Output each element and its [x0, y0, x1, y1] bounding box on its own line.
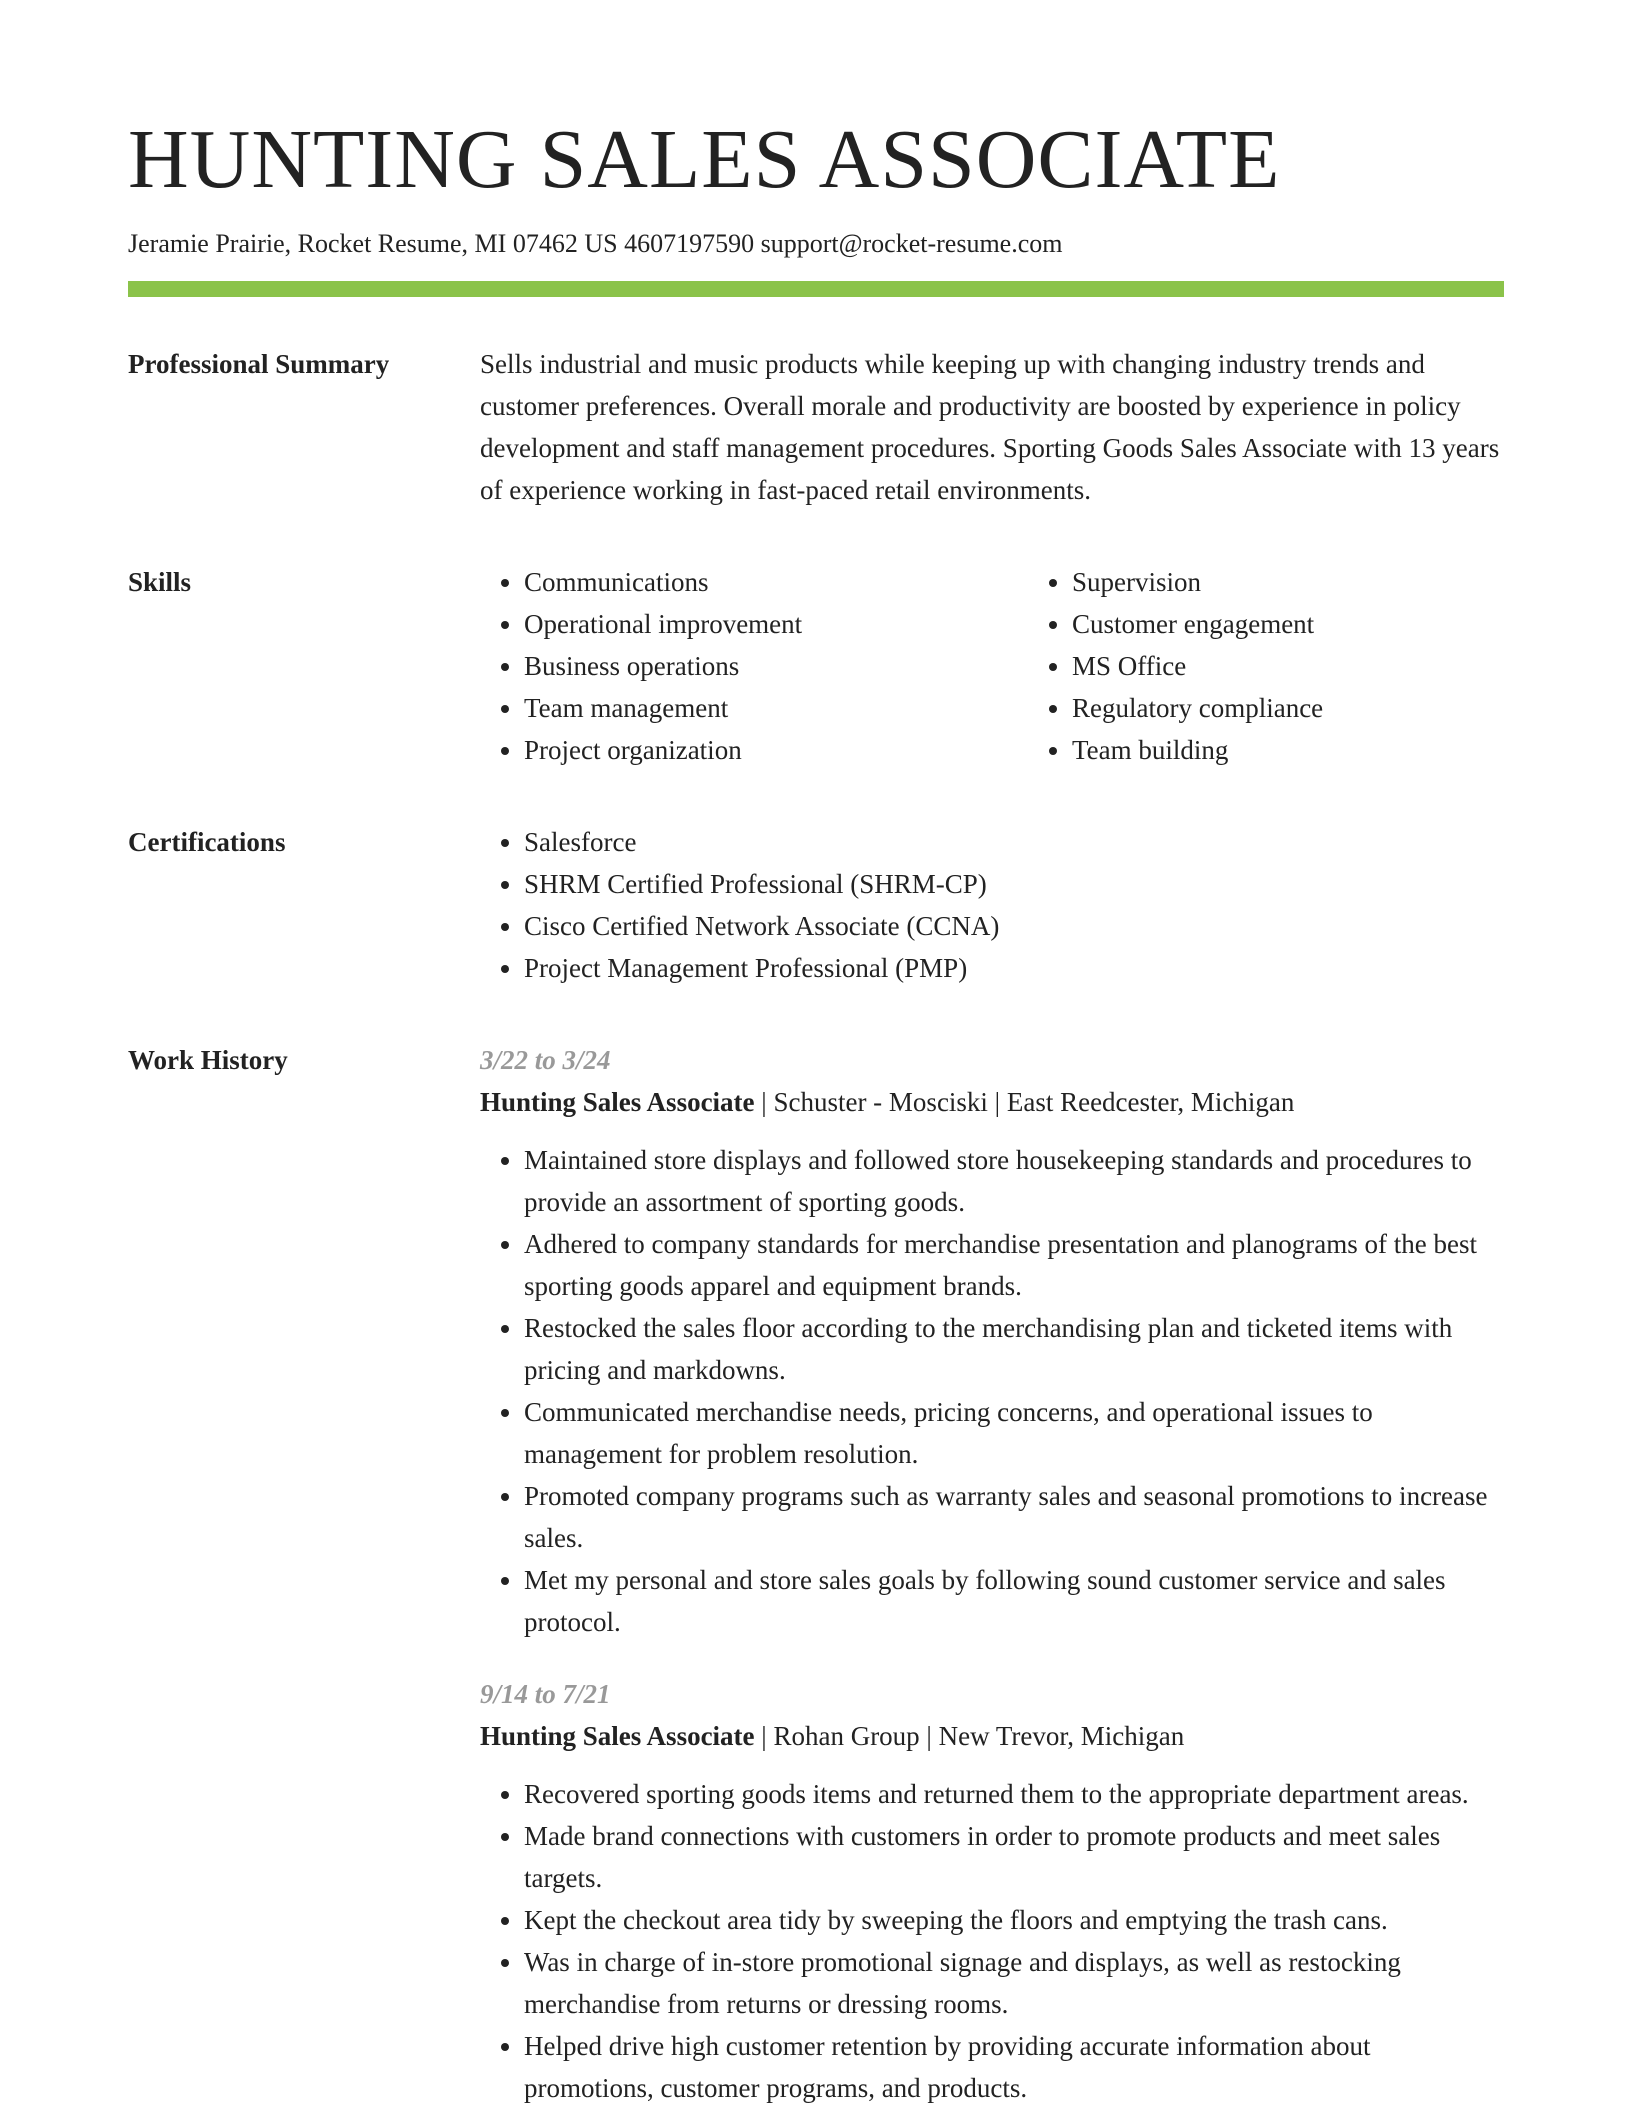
job-employer-location: | Schuster - Mosciski | East Reedcester, Michigan — [754, 1087, 1295, 1118]
job-bullet: • Met my personal and store sales goals by following sound customer service and sales protocol. — [524, 1559, 1504, 1643]
job-bullet: • Adhered to company standards for merchandise presentation and planograms of the best sporting goods apparel and equipment brands. — [524, 1223, 1504, 1307]
candidate-title: HUNTING SALES ASSOCIATE — [128, 113, 1281, 206]
certifications-list — [480, 821, 1504, 989]
job-bullet: • Recovered sporting goods items and returned them to the appropriate department areas. — [524, 1773, 1504, 1815]
job-bullet: • Helped drive high customer retention by providing accurate information about promotions, customer programs, and products. — [524, 2025, 1504, 2109]
job-role: Hunting Sales Associate — [480, 1721, 755, 1752]
certification-item: • Project Management Professional (PMP) — [524, 947, 1504, 989]
contact-line: Jeramie Prairie, Rocket Resume, MI 07462 US 4607197590 support@rocket-resume.com — [128, 229, 1063, 258]
job-bullet: • Promoted company programs such as warranty sales and seasonal promotions to increase sales. — [524, 1475, 1504, 1559]
job-dates: 3/22 to 3/24 — [480, 1045, 611, 1076]
job-bullet: • Maintained store displays and followed store housekeeping standards and procedures to provide an assortment of sporting goods. — [524, 1139, 1504, 1223]
summary-text: Sells industrial and music products while keeping up with changing industry trends and customer preferences. Overall morale and productivity are boosted by experience in policy development and staff management procedures. Sporting Goods Sales Associate with 13 years of experience working in fast-paced retail environments. — [480, 349, 1500, 506]
certifications-body — [480, 821, 1504, 989]
skill-item: • Team building — [1072, 729, 1504, 771]
skills-section — [128, 561, 1504, 771]
skills-list-left — [480, 561, 1028, 771]
job-bullet: • Kept the checkout area tidy by sweeping the floors and emptying the trash cans. — [524, 1899, 1504, 1941]
section-title-certifications: Certifications — [128, 827, 286, 858]
section-title-skills: Skills — [128, 567, 192, 598]
skills-list-right — [1028, 561, 1504, 771]
certifications-section — [128, 821, 1504, 989]
skill-item: • Operational improvement — [524, 603, 1028, 645]
section-title-summary: Professional Summary — [128, 349, 390, 380]
job-heading — [480, 1081, 1504, 1123]
certification-item: • Salesforce — [524, 821, 1504, 863]
section-title-work-history: Work History — [128, 1045, 288, 1076]
job-bullets — [480, 1773, 1504, 2109]
job-bullets — [480, 1139, 1504, 1643]
skills-columns — [480, 561, 1504, 771]
skill-item: • Team management — [524, 687, 1028, 729]
job-bullet: • Made brand connections with customers in order to promote products and meet sales targets. — [524, 1815, 1504, 1899]
job-entry — [480, 1039, 1504, 1643]
work-history-section — [128, 1039, 1504, 2109]
job-bullet: • Was in charge of in-store promotional signage and displays, as well as restocking merchandise from returns or dressing rooms. — [524, 1941, 1504, 2025]
job-bullet: • Restocked the sales floor according to the merchandising plan and ticketed items with pricing and markdowns. — [524, 1307, 1504, 1391]
work-history-body — [480, 1039, 1504, 2109]
skill-item: • Supervision — [1072, 561, 1504, 603]
accent-divider — [128, 281, 1504, 297]
job-employer-location: | Rohan Group | New Trevor, Michigan — [754, 1721, 1185, 1752]
summary-section — [128, 343, 1504, 511]
job-role: Hunting Sales Associate — [480, 1087, 755, 1118]
job-bullet: • Communicated merchandise needs, pricing concerns, and operational issues to management for problem resolution. — [524, 1391, 1504, 1475]
job-heading — [480, 1715, 1504, 1757]
certification-item: • SHRM Certified Professional (SHRM-CP) — [524, 863, 1504, 905]
job-entry — [480, 1673, 1504, 2109]
skill-item: • Customer engagement — [1072, 603, 1504, 645]
skill-item: • MS Office — [1072, 645, 1504, 687]
job-dates: 9/14 to 7/21 — [480, 1679, 611, 1710]
skill-item: • Project organization — [524, 729, 1028, 771]
skill-item: • Business operations — [524, 645, 1028, 687]
skill-item: • Communications — [524, 561, 1028, 603]
certification-item: • Cisco Certified Network Associate (CCNA) — [524, 905, 1504, 947]
skill-item: • Regulatory compliance — [1072, 687, 1504, 729]
